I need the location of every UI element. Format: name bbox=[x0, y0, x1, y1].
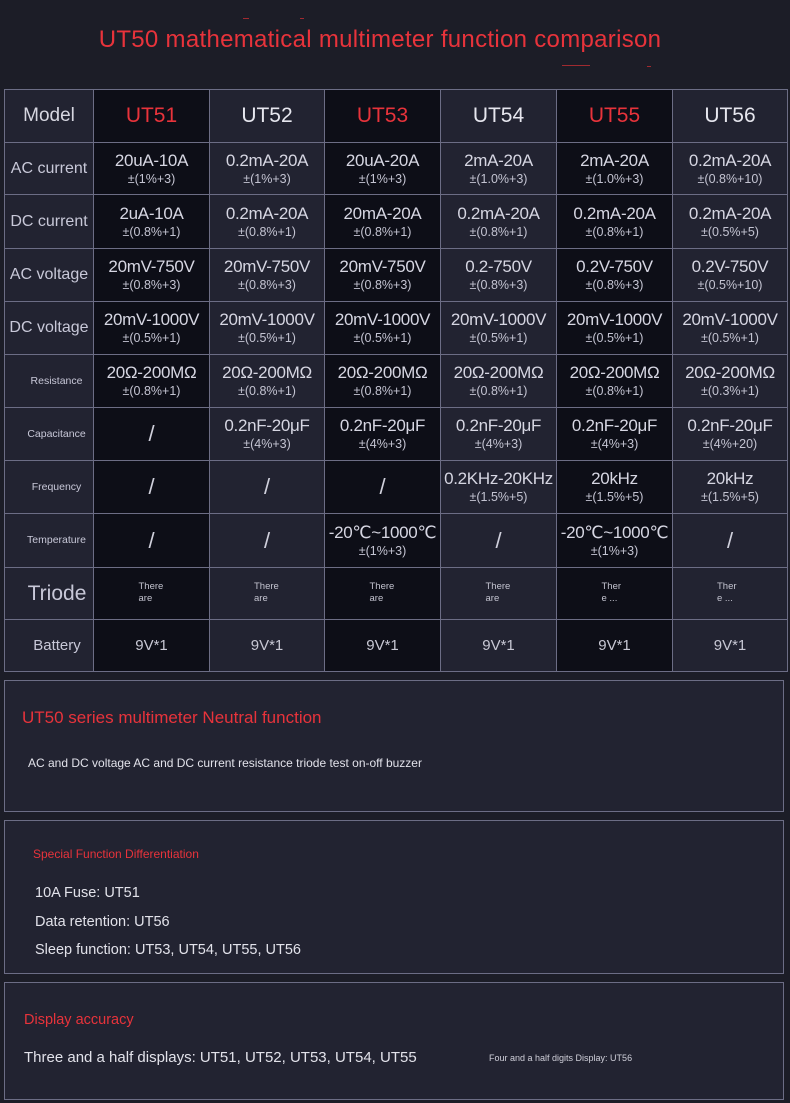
accuracy-value: ±(1%+3) bbox=[243, 171, 291, 186]
cell-capacitance-ut55 bbox=[557, 408, 673, 461]
cell-battery-ut51 bbox=[94, 620, 210, 672]
display-accuracy-panel bbox=[4, 982, 784, 1100]
accuracy-value: ±(1.5%+5) bbox=[585, 490, 644, 504]
row-frequency bbox=[5, 461, 788, 514]
special-function-title: Special Function Differentiation bbox=[33, 847, 199, 861]
cell-triode-ut54 bbox=[441, 568, 557, 620]
accuracy-value: ±(0.8%+1) bbox=[238, 384, 296, 398]
range-value: 20Ω-200MΩ bbox=[453, 363, 544, 382]
cell-frequency-ut56 bbox=[673, 461, 788, 514]
range-value: 20Ω-200MΩ bbox=[222, 363, 312, 382]
cell-capacitance-ut53 bbox=[325, 408, 441, 461]
not-available-mark: / bbox=[263, 527, 271, 553]
cell-ac-current-ut51 bbox=[94, 143, 210, 195]
neutral-function-panel bbox=[4, 680, 784, 812]
not-available-mark: / bbox=[379, 474, 386, 499]
accuracy-value: ±(0.8%+1) bbox=[353, 384, 412, 398]
comparison-table bbox=[4, 89, 788, 672]
cell-temperature-ut55 bbox=[557, 514, 673, 568]
range-value: 20mV-1000V bbox=[334, 310, 431, 329]
accuracy-value: ±(1.0%+3) bbox=[469, 171, 528, 186]
range-value: 0.2mA-20A bbox=[573, 203, 656, 223]
cell-battery-ut53 bbox=[325, 620, 441, 672]
battery-value: 9V*1 bbox=[250, 636, 284, 654]
range-value: 20kHz bbox=[591, 469, 638, 488]
cell-capacitance-ut54 bbox=[441, 408, 557, 461]
row-dc-current bbox=[5, 195, 788, 249]
accuracy-value: ±(0.8%+3) bbox=[122, 278, 181, 292]
accuracy-value: ±(0.8%+1) bbox=[585, 384, 644, 398]
three-half-digits-text: Three and a half displays: UT51, UT52, UT53, UT54, UT55 bbox=[24, 1049, 417, 1066]
cell-dc-current-ut54 bbox=[441, 195, 557, 249]
range-value: 20uA-10A bbox=[114, 150, 189, 170]
range-value: 0.2nF-20μF bbox=[339, 416, 426, 435]
accuracy-value: ±(1.0%+3) bbox=[585, 171, 644, 186]
cell-battery-ut54 bbox=[441, 620, 557, 672]
cell-frequency-ut51 bbox=[94, 461, 210, 514]
accuracy-value: ±(0.3%+1) bbox=[701, 384, 759, 398]
cell-capacitance-ut52 bbox=[210, 408, 325, 461]
accuracy-value: ±(0.8%+1) bbox=[238, 224, 296, 239]
row-capacitance bbox=[5, 408, 788, 461]
row-label-battery: Battery bbox=[5, 620, 94, 672]
cell-dc-voltage-ut56 bbox=[673, 302, 788, 355]
row-battery bbox=[5, 620, 788, 672]
accuracy-value: ±(0.8%+10) bbox=[697, 171, 763, 186]
range-value: 20mA-20A bbox=[343, 203, 422, 223]
range-value: 20mV-1000V bbox=[566, 310, 663, 329]
battery-value: 9V*1 bbox=[366, 636, 399, 654]
cell-dc-voltage-ut52 bbox=[210, 302, 325, 355]
triode-value: There are bbox=[138, 581, 164, 604]
model-header-ut53: UT53 bbox=[325, 90, 441, 143]
model-header-ut55: UT55 bbox=[557, 90, 673, 143]
accuracy-value: ±(0.5%+10) bbox=[697, 278, 763, 292]
accuracy-value: ±(0.5%+1) bbox=[238, 331, 296, 345]
cell-dc-current-ut51 bbox=[94, 195, 210, 249]
not-available-mark: / bbox=[148, 474, 155, 499]
row-label-dc-voltage: DC voltage bbox=[5, 302, 94, 355]
range-value: 20Ω-200MΩ bbox=[569, 363, 660, 382]
cell-ac-voltage-ut56 bbox=[673, 249, 788, 302]
row-dc-voltage bbox=[5, 302, 788, 355]
triode-value: There are bbox=[369, 581, 395, 604]
cell-ac-voltage-ut55 bbox=[557, 249, 673, 302]
range-value: 20mV-750V bbox=[339, 257, 426, 276]
accuracy-value: ±(0.5%+1) bbox=[353, 331, 412, 345]
range-value: 0.2nF-20μF bbox=[687, 416, 773, 435]
cell-resistance-ut55 bbox=[557, 355, 673, 408]
cell-dc-current-ut55 bbox=[557, 195, 673, 249]
row-label-triode: Triode bbox=[5, 568, 94, 620]
cell-dc-voltage-ut55 bbox=[557, 302, 673, 355]
model-header: Model bbox=[5, 90, 94, 143]
range-value: 0.2V-750V bbox=[576, 257, 653, 276]
cell-ac-voltage-ut52 bbox=[210, 249, 325, 302]
accuracy-value: ±(1%+3) bbox=[127, 171, 176, 186]
row-ac-voltage bbox=[5, 249, 788, 302]
range-value: 0.2V-750V bbox=[691, 257, 769, 276]
special-line-data-retention: Data retention: UT56 bbox=[35, 914, 170, 930]
cell-ac-current-ut54 bbox=[441, 143, 557, 195]
model-header-ut52: UT52 bbox=[210, 90, 325, 143]
cell-temperature-ut51 bbox=[94, 514, 210, 568]
neutral-function-text: AC and DC voltage AC and DC current resistance triode test on-off buzzer bbox=[28, 756, 422, 770]
neutral-function-title: UT50 series multimeter Neutral function bbox=[22, 708, 322, 727]
not-available-mark: / bbox=[148, 421, 155, 446]
cell-triode-ut52 bbox=[210, 568, 325, 620]
cell-capacitance-ut56 bbox=[673, 408, 788, 461]
accuracy-value: ±(0.8%+1) bbox=[122, 224, 181, 239]
cell-ac-voltage-ut54 bbox=[441, 249, 557, 302]
triode-value: Ther e ... bbox=[717, 581, 737, 604]
accuracy-value: ±(0.8%+1) bbox=[469, 224, 528, 239]
cell-ac-voltage-ut53 bbox=[325, 249, 441, 302]
triode-value: There are bbox=[485, 581, 511, 604]
not-available-mark: / bbox=[495, 527, 502, 553]
battery-value: 9V*1 bbox=[482, 636, 515, 654]
range-value: 0.2-750V bbox=[465, 257, 532, 276]
special-line-fuse: 10A Fuse: UT51 bbox=[35, 885, 140, 901]
cell-resistance-ut52 bbox=[210, 355, 325, 408]
accuracy-value: ±(4%+3) bbox=[474, 437, 523, 451]
cell-frequency-ut55 bbox=[557, 461, 673, 514]
cell-frequency-ut53 bbox=[325, 461, 441, 514]
range-value: 20Ω-200MΩ bbox=[685, 363, 775, 382]
range-value: 0.2nF-20μF bbox=[571, 416, 658, 435]
row-label-ac-voltage: AC voltage bbox=[5, 249, 94, 302]
accuracy-value: ±(0.5%+1) bbox=[122, 331, 181, 345]
model-header-ut56: UT56 bbox=[673, 90, 788, 143]
accuracy-value: ±(0.8%+3) bbox=[469, 278, 528, 292]
cell-dc-voltage-ut53 bbox=[325, 302, 441, 355]
accuracy-value: ±(0.5%+1) bbox=[469, 331, 528, 345]
range-value: 20uA-20A bbox=[345, 150, 420, 170]
page-title: UT50 mathematical multimeter function comparison bbox=[98, 26, 662, 53]
accuracy-value: ±(0.8%+1) bbox=[585, 224, 644, 239]
cell-dc-current-ut56 bbox=[673, 195, 788, 249]
special-function-panel bbox=[4, 820, 784, 974]
cell-resistance-ut51 bbox=[94, 355, 210, 408]
special-line-sleep: Sleep function: UT53, UT54, UT55, UT56 bbox=[35, 942, 301, 958]
cell-ac-voltage-ut51 bbox=[94, 249, 210, 302]
header-row bbox=[5, 90, 788, 143]
range-value: 0.2mA-20A bbox=[457, 203, 540, 223]
cell-dc-voltage-ut51 bbox=[94, 302, 210, 355]
cell-ac-current-ut52 bbox=[210, 143, 325, 195]
cell-frequency-ut52 bbox=[210, 461, 325, 514]
cell-ac-current-ut56 bbox=[673, 143, 788, 195]
range-value: 20mV-750V bbox=[223, 257, 311, 276]
cell-triode-ut55 bbox=[557, 568, 673, 620]
range-value: 0.2mA-20A bbox=[688, 203, 772, 223]
cell-resistance-ut54 bbox=[441, 355, 557, 408]
accuracy-value: ±(0.5%+1) bbox=[701, 331, 759, 345]
range-value: 20kHz bbox=[706, 469, 754, 488]
triode-value: Ther e ... bbox=[601, 581, 622, 604]
accuracy-value: ±(0.8%+3) bbox=[353, 278, 412, 292]
accuracy-value: ±(1.5%+5) bbox=[701, 490, 759, 504]
row-label-frequency: Frequency bbox=[5, 461, 94, 514]
triode-value: There are bbox=[254, 581, 279, 604]
row-ac-current bbox=[5, 143, 788, 195]
cell-resistance-ut56 bbox=[673, 355, 788, 408]
cell-triode-ut53 bbox=[325, 568, 441, 620]
range-value: 20mV-1000V bbox=[103, 310, 200, 329]
accuracy-value: ±(4%+3) bbox=[590, 437, 639, 451]
range-value: 0.2nF-20μF bbox=[455, 416, 542, 435]
row-label-resistance: Resistance bbox=[5, 355, 94, 408]
range-value: 2mA-20A bbox=[580, 150, 649, 170]
range-value: 2mA-20A bbox=[464, 150, 533, 170]
range-value: 0.2mA-20A bbox=[688, 150, 772, 170]
accuracy-value: ±(1%+3) bbox=[358, 171, 407, 186]
cell-battery-ut55 bbox=[557, 620, 673, 672]
range-value: 0.2mA-20A bbox=[225, 203, 309, 223]
accuracy-value: ±(1%+3) bbox=[590, 543, 639, 558]
cell-dc-current-ut52 bbox=[210, 195, 325, 249]
accuracy-value: ±(0.8%+3) bbox=[238, 278, 296, 292]
range-value: 2uA-10A bbox=[119, 203, 184, 223]
battery-value: 9V*1 bbox=[713, 636, 747, 654]
range-value: 20Ω-200MΩ bbox=[106, 363, 197, 382]
row-label-capacitance: Capacitance bbox=[5, 408, 94, 461]
accuracy-value: ±(0.5%+1) bbox=[585, 331, 644, 345]
cell-triode-ut51 bbox=[94, 568, 210, 620]
range-value: -20℃~1000℃ bbox=[328, 522, 437, 542]
range-value: 0.2nF-20μF bbox=[224, 416, 310, 435]
model-header-ut54: UT54 bbox=[441, 90, 557, 143]
row-label-ac-current: AC current bbox=[5, 143, 94, 195]
cell-resistance-ut53 bbox=[325, 355, 441, 408]
not-available-mark: / bbox=[726, 527, 734, 553]
not-available-mark: / bbox=[148, 527, 155, 553]
range-value: 20Ω-200MΩ bbox=[337, 363, 428, 382]
battery-value: 9V*1 bbox=[135, 636, 168, 654]
cell-triode-ut56 bbox=[673, 568, 788, 620]
accuracy-value: ±(0.5%+5) bbox=[701, 224, 759, 239]
cell-frequency-ut54 bbox=[441, 461, 557, 514]
range-value: 0.2mA-20A bbox=[225, 150, 309, 170]
range-value: -20℃~1000℃ bbox=[560, 522, 669, 542]
battery-value: 9V*1 bbox=[598, 636, 631, 654]
four-half-digits-text: Four and a half digits Display: UT56 bbox=[489, 1053, 633, 1063]
display-accuracy-title: Display accuracy bbox=[24, 1012, 134, 1028]
accuracy-value: ±(1%+3) bbox=[358, 543, 407, 558]
cell-battery-ut52 bbox=[210, 620, 325, 672]
accuracy-value: ±(0.8%+1) bbox=[469, 384, 528, 398]
accuracy-value: ±(0.8%+1) bbox=[122, 384, 181, 398]
cell-temperature-ut56 bbox=[673, 514, 788, 568]
cell-dc-voltage-ut54 bbox=[441, 302, 557, 355]
row-triode bbox=[5, 568, 788, 620]
row-label-temperature: Temperature bbox=[5, 514, 94, 568]
cell-ac-current-ut55 bbox=[557, 143, 673, 195]
range-value: 20mV-750V bbox=[108, 257, 195, 276]
range-value: 20mV-1000V bbox=[450, 310, 547, 329]
row-label-dc-current: DC current bbox=[5, 195, 94, 249]
accuracy-value: ±(4%+3) bbox=[243, 437, 291, 451]
row-resistance bbox=[5, 355, 788, 408]
accuracy-value: ±(4%+20) bbox=[702, 437, 758, 451]
range-value: 20mV-1000V bbox=[682, 310, 778, 329]
row-temperature bbox=[5, 514, 788, 568]
accuracy-value: ±(0.8%+3) bbox=[585, 278, 644, 292]
cell-ac-current-ut53 bbox=[325, 143, 441, 195]
cell-temperature-ut53 bbox=[325, 514, 441, 568]
cell-temperature-ut54 bbox=[441, 514, 557, 568]
cell-capacitance-ut51 bbox=[94, 408, 210, 461]
range-value: 20mV-1000V bbox=[219, 310, 315, 329]
accuracy-value: ±(0.8%+1) bbox=[353, 224, 412, 239]
range-value: 0.2KHz-20KHz bbox=[444, 469, 553, 488]
model-header-ut51: UT51 bbox=[94, 90, 210, 143]
not-available-mark: / bbox=[263, 474, 271, 499]
accuracy-value: ±(4%+3) bbox=[358, 437, 407, 451]
cell-battery-ut56 bbox=[673, 620, 788, 672]
accuracy-value: ±(1.5%+5) bbox=[469, 490, 528, 504]
cell-temperature-ut52 bbox=[210, 514, 325, 568]
cell-dc-current-ut53 bbox=[325, 195, 441, 249]
